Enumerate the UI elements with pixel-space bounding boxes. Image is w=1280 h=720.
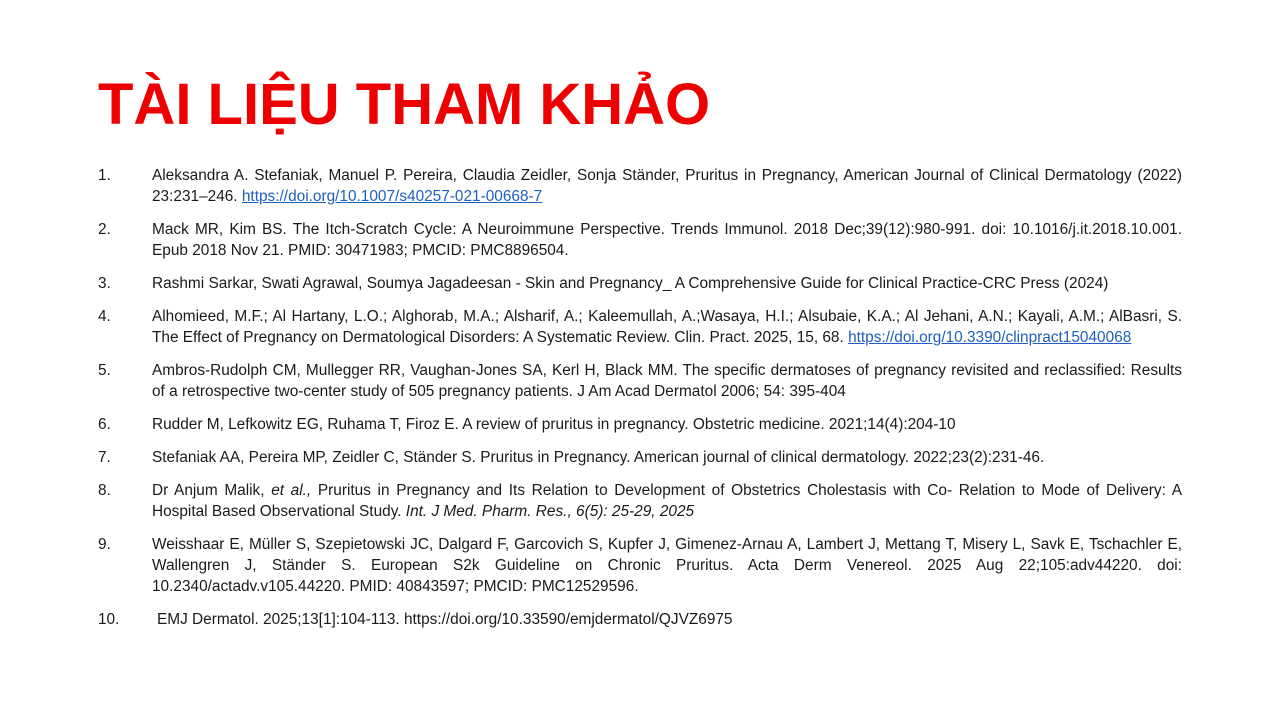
reference-title: Pruritus in Pregnancy and Its Relation to Development of Obstetrics Cholestasis with Co- Relation to Mode of Delivery: A Hospital Based Observational Study. (152, 482, 1182, 520)
reference-text (152, 165, 1182, 207)
reference-et-al: et al., (271, 482, 312, 499)
reference-text (152, 480, 1182, 522)
reference-item-6 (98, 414, 1182, 435)
reference-text: Rashmi Sarkar, Swati Agrawal, Soumya Jagadeesan - Skin and Pregnancy_ A Comprehensive Guide for Clinical Practice-CRC Press (2024) (152, 275, 1109, 292)
reference-number: 5. (98, 362, 111, 379)
reference-text: Stefaniak AA, Pereira MP, Zeidler C, Ständer S. Pruritus in Pregnancy. American journal of clinical dermatology. 2022;23(2):231-46. (152, 449, 1045, 466)
reference-doi-link[interactable]: https://doi.org/10.33590/emjdermatol/QJVZ6975 (403, 611, 733, 628)
reference-text (152, 609, 1182, 630)
reference-doi-link[interactable]: https://doi.org/10.1007/s40257-021-00668-7 (241, 188, 543, 205)
reference-number: 2. (98, 221, 111, 238)
reference-item-8 (98, 480, 1182, 522)
reference-citation: EMJ Dermatol. 2025;13[1]:104-113. (157, 611, 404, 628)
reference-number: 10. (98, 611, 120, 628)
reference-item-4 (98, 306, 1182, 348)
reference-citation: Aleksandra A. Stefaniak, Manuel P. Pereira, Claudia Zeidler, Sonja Ständer, Pruritus in Pregnancy, American Journal of Clinical Dermatology (2022) 23:231–246. (152, 167, 1182, 205)
reference-item-10 (98, 609, 1182, 630)
reference-number: 1. (98, 167, 111, 184)
reference-item-1 (98, 165, 1182, 207)
reference-text (152, 306, 1182, 348)
reference-journal: Int. J Med. Pharm. Res., 6(5): 25-29, 2025 (405, 503, 695, 520)
reference-item-7 (98, 447, 1182, 468)
reference-item-2 (98, 219, 1182, 261)
reference-list (98, 165, 1182, 642)
reference-number: 8. (98, 482, 111, 499)
reference-number: 7. (98, 449, 111, 466)
reference-text: Rudder M, Lefkowitz EG, Ruhama T, Firoz E. A review of pruritus in pregnancy. Obstetric medicine. 2021;14(4):204-10 (152, 416, 956, 433)
reference-number: 9. (98, 536, 111, 553)
reference-item-5 (98, 360, 1182, 402)
reference-text: Weisshaar E, Müller S, Szepietowski JC, Dalgard F, Garcovich S, Kupfer J, Gimenez-Arnau A, Lambert J, Mettang T, Misery L, Savk E, Tschachler E, Wallengren J, Ständer S. European S2k Guideline on Chronic Pruritus. Acta Derm Venereol. 2025 Aug 22;105:adv44220. doi: 10.2340/actadv.v105.44220. PMID: 40843597; PMCID: PMC12529596. (152, 536, 1182, 595)
reference-authors: Dr Anjum Malik, (152, 482, 272, 499)
reference-number: 6. (98, 416, 111, 433)
reference-number: 4. (98, 308, 111, 325)
slide-title: TÀI LIỆU THAM KHẢO (98, 72, 711, 137)
reference-citation: Alhomieed, M.F.; Al Hartany, L.O.; Alghorab, M.A.; Alsharif, A.; Kaleemullah, A.;Wasaya, H.I.; Alsubaie, K.A.; Al Jehani, A.N.; Kayali, A.M.; AlBasri, S. The Effect of Pregnancy on Dermatological Disorders: A Systematic Review. Clin. Pract. 2025, 15, 68. (152, 308, 1182, 346)
reference-item-3 (98, 273, 1182, 294)
reference-item-9 (98, 534, 1182, 597)
reference-text: Ambros-Rudolph CM, Mullegger RR, Vaughan-Jones SA, Kerl H, Black MM. The specific dermatoses of pregnancy revisited and reclassified: Results of a retrospective two-center study of 505 pregnancy patients. J Am Acad Dermatol 2006; 54: 395-404 (152, 362, 1182, 400)
reference-number: 3. (98, 275, 111, 292)
reference-doi-link[interactable]: https://doi.org/10.3390/clinpract15040068 (848, 329, 1132, 346)
reference-text: Mack MR, Kim BS. The Itch-Scratch Cycle: A Neuroimmune Perspective. Trends Immunol. 2018 Dec;39(12):980-991. doi: 10.1016/j.it.2018.10.001. Epub 2018 Nov 21. PMID: 30471983; PMCID: PMC8896504. (152, 221, 1182, 259)
